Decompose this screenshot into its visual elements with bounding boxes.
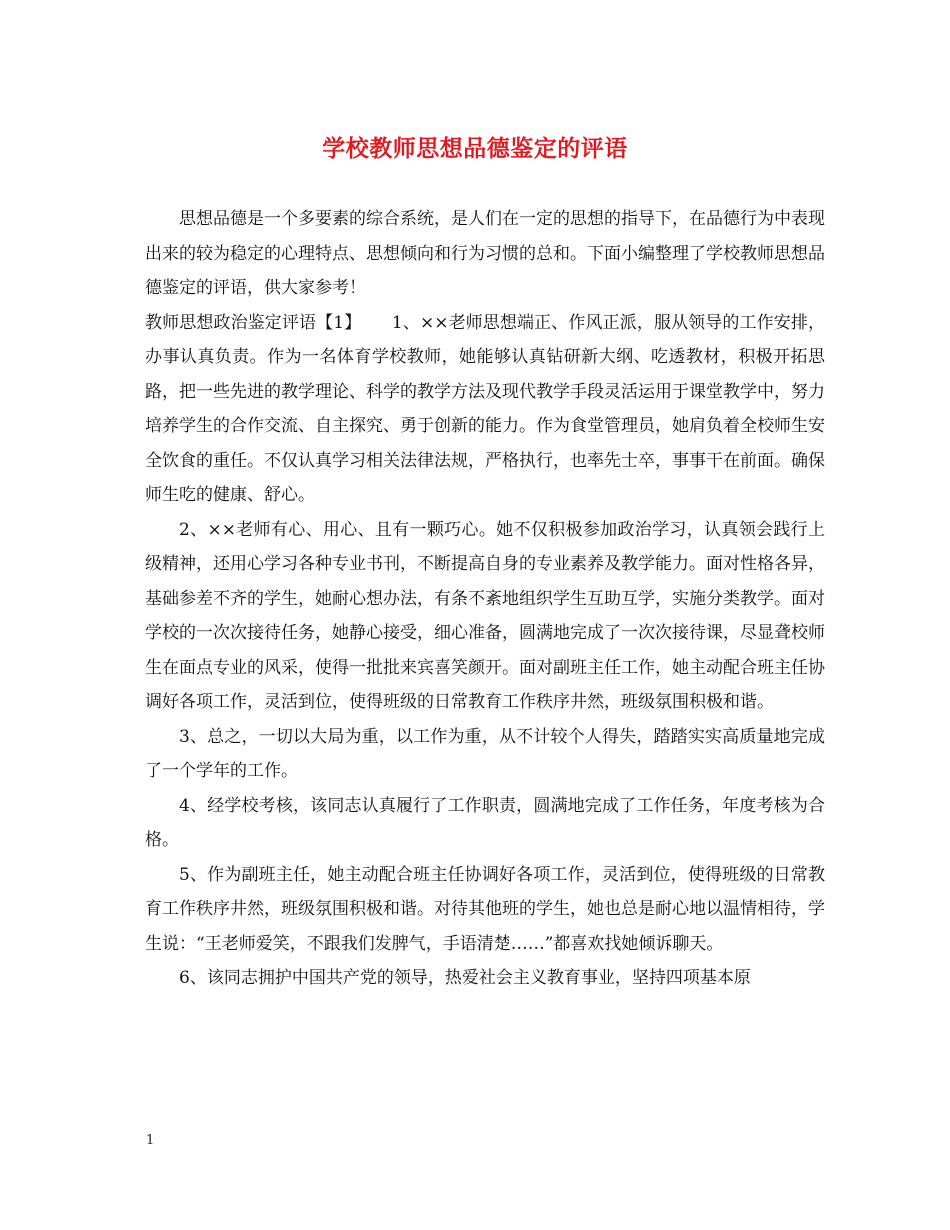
- section-heading: 教师思想政治鉴定评语【1】: [145, 312, 362, 333]
- paragraph-4: 4、经学校考核，该同志认真履行了工作职责，圆满地完成了工作任务，年度考核为合格。: [145, 795, 825, 850]
- document-body: [145, 202, 825, 996]
- paragraph-1-text: 1、××老师思想端正、作风正派，服从领导的工作安排，办事认真负责。作为一名体育学校教师，她能够认真钻研新大纲、吃透教材，积极开拓思路，把一些先进的教学理论、科学的教学方法及现代教学手段灵活运用于课堂教学中，努力培养学生的合作交流、自主探究、勇于创新的能力。作为食堂管理员，她肩负着全校师生安全饮食的重任。不仅认真学习相关法律法规，严格执行，也率先士卒，事事干在前面。确保师生吃的健康、舒心。: [145, 312, 825, 505]
- paragraph-2: 2、××老师有心、用心、且有一颗巧心。她不仅积极参加政治学习，认真领会践行上级精神，还用心学习各种专业书刊，不断提高自身的专业素养及教学能力。面对性格各异，基础参差不齐的学生，她耐心想办法，有条不紊地组织学生互助互学，实施分类教学。面对学校的一次次接待任务，她静心接受，细心准备，圆满地完成了一次次接待课，尽显聋校师生在面点专业的风采，使得一批批来宾喜笑颜开。面对副班主任工作，她主动配合班主任协调好各项工作，灵活到位，使得班级的日常教育工作秩序井然，班级氛围积极和谐。: [145, 519, 825, 712]
- document-title: 学校教师思想品德鉴定的评语: [322, 135, 628, 162]
- paragraph-6: 6、该同志拥护中国共产党的领导，热爱社会主义教育事业，坚持四项基本原: [179, 968, 751, 988]
- paragraph-3: 3、总之，一切以大局为重，以工作为重，从不计较个人得失，踏踏实实高质量地完成了一个学年的工作。: [145, 726, 825, 781]
- page-number: 1: [146, 1133, 155, 1148]
- paragraph-1: [145, 306, 825, 513]
- intro-paragraph: 思想品德是一个多要素的综合系统，是人们在一定的思想的指导下，在品德行为中表现出来的较为稳定的心理特点、思想倾向和行为习惯的总和。下面小编整理了学校教师思想品德鉴定的评语，供大家参考！: [145, 209, 825, 298]
- paragraph-5: 5、作为副班主任，她主动配合班主任协调好各项工作，灵活到位，使得班级的日常教育工作秩序井然，班级氛围积极和谐。对待其他班的学生，她也总是耐心地以温情相待，学生说：“王老师爱笑，不跟我们发脾气，手语清楚……”都喜欢找她倾诉聊天。: [145, 864, 825, 954]
